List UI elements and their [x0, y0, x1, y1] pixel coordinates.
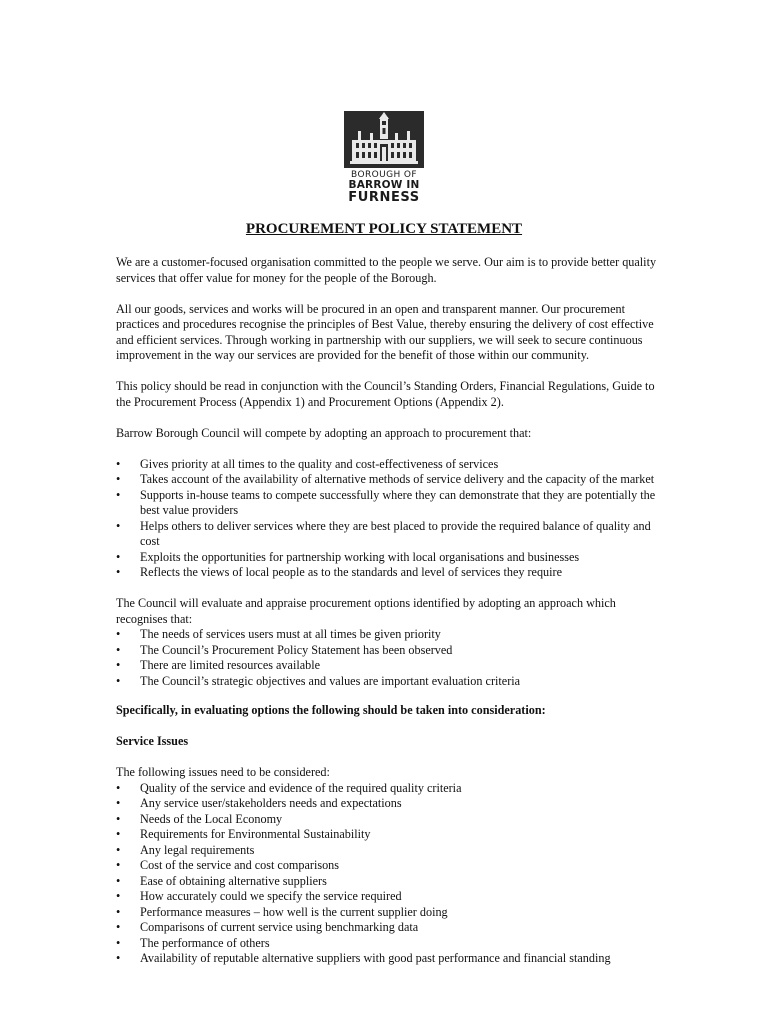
service-issues-intro: The following issues need to be considered: — [116, 765, 330, 779]
document-body — [116, 255, 661, 982]
specifically-heading: Specifically, in evaluating options the following should be taken into consideration: — [116, 703, 546, 717]
list-item: • Comparisons of current service using benchmarking data — [116, 920, 419, 934]
list-item: • The needs of services users must at all times be given priority — [116, 627, 441, 641]
list-item: • Helps others to deliver services where they are best placed to provide the required balance of quality and cost — [116, 518, 651, 548]
list-item: • Ease of obtaining alternative suppliers — [116, 873, 327, 888]
bullet-icon: • — [116, 920, 121, 934]
bullet-icon: • — [116, 873, 121, 888]
list-item: • Any legal requirements — [116, 842, 255, 857]
service-issues-list — [116, 781, 661, 967]
service-issues-heading: Service Issues — [116, 734, 189, 748]
list-item: • Performance measures – how well is the current supplier doing — [116, 904, 448, 919]
bullet-icon: • — [116, 627, 121, 641]
logo-text-line-2: BARROW IN — [348, 179, 420, 191]
intro-paragraph-3: This policy should be read in conjunction with the Council’s Standing Orders, Financial Regulations, Guide to the Procurement Process (Appendix 1) and Procurement Options (Appendix 2). — [116, 379, 655, 409]
list-item: • Quality of the service and evidence of the required quality criteria — [116, 780, 462, 795]
logo-text-line-3: FURNESS — [348, 189, 420, 205]
bullet-icon: • — [116, 472, 121, 486]
bullet-icon: • — [116, 827, 121, 841]
list-item: • Cost of the service and cost comparisons — [116, 858, 340, 872]
list-item: • The Council’s Procurement Policy Statement has been observed — [116, 642, 453, 657]
bullet-icon: • — [116, 935, 121, 950]
list-item: • Needs of the Local Economy — [116, 811, 283, 826]
bullet-icon: • — [116, 518, 121, 533]
borough-logo — [344, 111, 424, 203]
list-item: • The performance of others — [116, 935, 270, 950]
logo-text-line-1: BOROUGH OF — [351, 170, 417, 180]
list-item: • Supports in-house teams to compete successfully where they can demonstrate that they are potentially the best value providers — [116, 487, 656, 517]
bullet-icon: • — [116, 951, 121, 965]
list-item: • Reflects the views of local people as to the standards and level of services they require — [116, 565, 563, 579]
bullet-icon: • — [116, 642, 121, 657]
bullet-icon: • — [116, 658, 121, 672]
list-item: • There are limited resources available — [116, 658, 321, 672]
list-item: • Exploits the opportunities for partnership working with local organisations and businesses — [116, 549, 580, 564]
bullet-icon: • — [116, 487, 121, 502]
approach-list — [116, 457, 661, 581]
intro-paragraph-4: Barrow Borough Council will compete by adopting an approach to procurement that: — [116, 425, 532, 440]
evaluate-list — [116, 627, 661, 689]
document-title: PROCUREMENT POLICY STATEMENT — [245, 221, 523, 237]
list-item: • Any service user/stakeholders needs and expectations — [116, 796, 402, 810]
bullet-icon: • — [116, 796, 121, 810]
intro-paragraph-1: We are a customer-focused organisation committed to the people we serve. Our aim is to provide better quality services that offer value for money for the people of the Borough. — [116, 255, 657, 285]
bullet-icon: • — [116, 858, 121, 872]
bullet-icon: • — [116, 904, 121, 919]
bullet-icon: • — [116, 889, 121, 903]
list-item: • Takes account of the availability of alternative methods of service delivery and the capacity of the market — [116, 472, 655, 486]
bullet-icon: • — [116, 673, 121, 688]
bullet-icon: • — [116, 565, 121, 579]
list-item: • The Council’s strategic objectives and values are important evaluation criteria — [116, 673, 521, 688]
town-hall-emblem-icon — [344, 111, 424, 168]
intro-paragraph-2: All our goods, services and works will be procured in an open and transparent manner. Our procurement practices and procedures recognise the principles of Best Value, thereby ensuring the delivery of cost effective and efficient services. Through working in partnership with our suppliers, we will seek to secure continuous improvement in the way our services are provided for the benefit of those within our community. — [116, 301, 654, 362]
bullet-icon: • — [116, 842, 121, 857]
list-item: • How accurately could we specify the service required — [116, 889, 402, 903]
bullet-icon: • — [116, 780, 121, 795]
evaluate-intro: The Council will evaluate and appraise procurement options identified by adopting an approach which recognises that: — [116, 596, 616, 626]
list-item: • Availability of reputable alternative suppliers with good past performance and financial standing — [116, 951, 611, 965]
bullet-icon: • — [116, 456, 121, 471]
bullet-icon: • — [116, 549, 121, 564]
bullet-icon: • — [116, 811, 121, 826]
list-item: • Gives priority at all times to the quality and cost-effectiveness of services — [116, 456, 499, 471]
list-item: • Requirements for Environmental Sustainability — [116, 827, 371, 841]
